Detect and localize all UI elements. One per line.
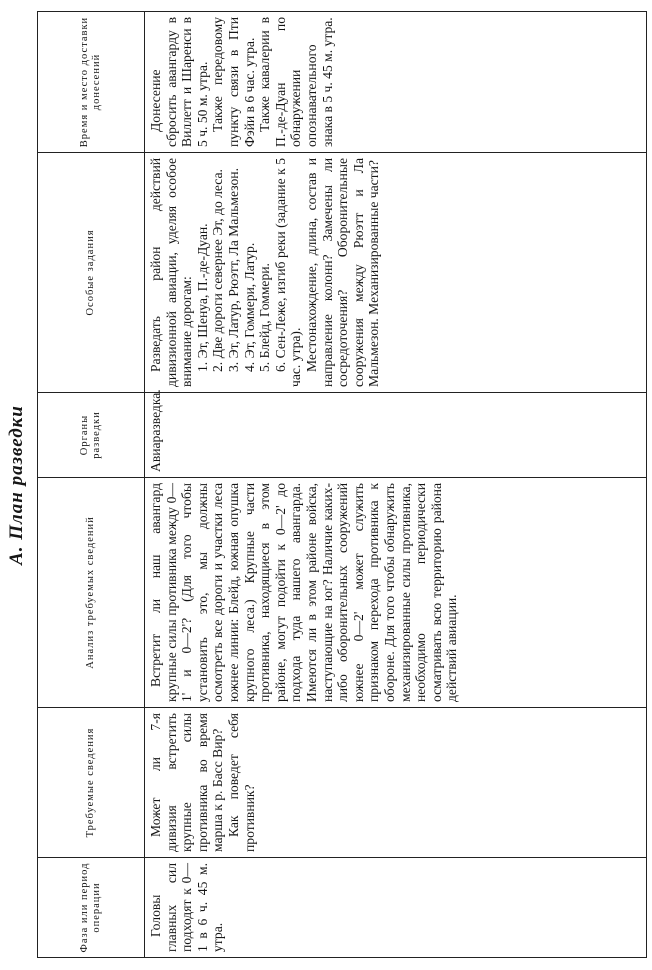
column-header-required-info: Требуемые сведения <box>38 708 145 858</box>
cell-paragraph: Местонахождение, длина, состав и направление колонн? Замечены ли сосредоточения? Оборонительные сооружения между Рюэтт и Ла Мальмезон. Механизированные части? <box>303 158 382 387</box>
column-header-delivery: Время и место доставки донесений <box>38 12 145 153</box>
column-header-phase: Фаза или период операции <box>38 858 145 958</box>
cell-paragraph: 2. Две дороги севернее Эт, до леса. <box>210 169 226 372</box>
cell-paragraph: 6. Сен-Леже, изгиб реки (задание к 5 час. утра). <box>272 158 304 387</box>
cell-paragraph: 1. Эт, Шенуа, П.-де-Дуан. <box>194 223 210 372</box>
cell-special-tasks <box>145 153 647 393</box>
intelligence-plan-table <box>37 11 647 958</box>
document-title: А. План разведки <box>6 405 27 565</box>
cell-paragraph: Также передовому пункту связи в Пти Фэйи в 6 час. утра. <box>210 17 257 147</box>
cell-delivery <box>145 12 647 153</box>
cell-paragraph: Также кавалерии в П.-де-Дуан по обнаружении опознавательного знака в 5 ч. 45 м. утра. <box>257 17 335 147</box>
column-header-special-tasks: Особые задания <box>38 153 145 393</box>
table-row <box>145 12 647 958</box>
column-header-analysis: Анализ требуемых сведений <box>38 478 145 708</box>
cell-phase <box>145 858 647 958</box>
cell-paragraph: 4. Эт, Гоммери, Латур. <box>241 242 257 372</box>
cell-paragraph: 3. Эт, Латур, Рюэтт, Ла Мальмезон. <box>225 168 241 372</box>
cell-analysis <box>145 478 647 708</box>
table-header-row <box>38 12 145 958</box>
cell-paragraph: Разведать район действий дивизионной авиации, уделяя особое внимание дорогам: <box>148 158 195 387</box>
cell-paragraph: 5. Блейд, Гоммери. <box>257 263 273 372</box>
cell-paragraph: Донесение сбросить авангарду в Виллетт и Шаренси в 5 ч. 50 м. утра. <box>148 17 210 147</box>
cell-paragraph: Головы главных сил подходят к 0—1 в 6 ч. 45 м. утра. <box>148 863 226 952</box>
column-header-agencies: Органы разведки <box>38 393 145 478</box>
cell-required-info <box>145 708 647 858</box>
cell-paragraph: Встретит ли наш авангард крупные силы противника между 0—1' и 0—2'? (Для того чтобы установить это, мы должны осмотреть все дороги и участки леса южнее линии: Блейд, южная опушка крупного леса.) Крупные части противника, находящиеся в этом районе, могут подойти к 0—2' до подхода туда нашего авангарда. Имеются ли в этом районе войска, наступающие на юг? Наличие каких-либо оборонительных сооружений южнее 0—2' может служить признаком перехода противника к обороне. Для того чтобы обнаружить механизированные силы противника, необходимо периодически осматривать всю территорию района действий авиации. <box>148 483 460 702</box>
cell-agencies <box>145 389 647 478</box>
cell-paragraph: Авиаразведка. <box>148 389 163 472</box>
cell-paragraph: Как поведет себя противник? <box>225 713 257 852</box>
cell-paragraph: Может ли 7-я дивизия встретить крупные силы противника во время марша к р. Басс Вир? <box>148 713 226 852</box>
